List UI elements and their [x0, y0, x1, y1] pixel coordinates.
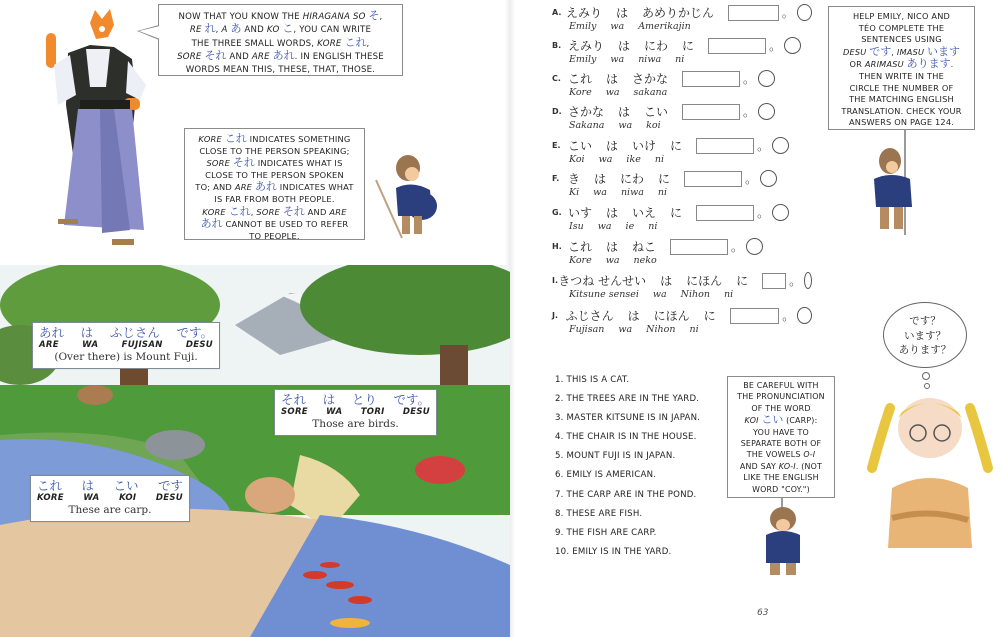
exercise-label: B.	[552, 41, 562, 50]
romaji-word: ni	[657, 187, 668, 198]
text-line: THE PRONUNCIATION	[737, 392, 825, 402]
text-line: KORE これ INDICATES SOMETHING	[198, 132, 351, 145]
answer-number-circle[interactable]	[760, 170, 777, 187]
japanese-word: は	[594, 172, 607, 186]
bubble-english: Those are birds.	[312, 418, 399, 430]
romaji-line	[552, 87, 812, 99]
bubble-english: (Over there) is Mount Fuji.	[54, 351, 198, 363]
romaji-word: wa	[605, 255, 620, 266]
answer-number-circle[interactable]	[797, 307, 812, 324]
japanese-word: にほん	[686, 274, 723, 288]
romaji-word: Isu	[569, 221, 584, 232]
answer-blank-box[interactable]	[762, 273, 786, 289]
exercise-label: E.	[552, 141, 561, 150]
romaji-line	[552, 54, 812, 66]
text-line: WORDS MEAN THIS, THESE, THAT, THOSE.	[185, 64, 376, 75]
text-line: YOU HAVE TO	[753, 427, 809, 437]
text-line: IS FAR FROM BOTH PEOPLE.	[214, 193, 335, 204]
text-line: NOW THAT YOU KNOW THE HIRAGANA SO そ,	[178, 9, 383, 22]
romaji-word: ike	[626, 154, 641, 165]
pronunciation-text	[729, 380, 833, 495]
answer-number-circle[interactable]	[784, 37, 801, 54]
bubble-japanese-row: それ は とり です。	[281, 392, 430, 407]
text-line: THE VOWELS O-I	[746, 450, 816, 460]
text-line: TRANSLATION. CHECK YOUR	[841, 105, 962, 116]
text-line: HELP EMILY, NICO AND	[852, 11, 951, 21]
translation-item: 7. THE CARP ARE IN THE POND.	[555, 489, 697, 500]
romaji-word: Kitsune sensei	[569, 289, 639, 300]
translation-item: 3. MASTER KITSUNE IS IN JAPAN.	[555, 413, 701, 424]
period-mark: 。	[769, 39, 782, 53]
romaji-word: Emily	[569, 54, 597, 65]
romaji-word: wa	[605, 87, 620, 98]
text-line: ANSWERS ON PAGE 124.	[848, 117, 955, 128]
romaji-word: Emily	[569, 21, 597, 32]
bubble-japanese-row: あれ は ふじさん です。	[39, 325, 213, 340]
exercise-item	[552, 170, 812, 199]
japanese-word: に	[703, 309, 716, 323]
text-line: LIKE THE ENGLISH	[743, 473, 819, 483]
japanese-word: は	[618, 39, 631, 53]
romaji-word: wa	[618, 120, 633, 131]
romaji-line	[552, 255, 812, 267]
romaji-word: ni	[675, 54, 685, 65]
speech-bubble-carp	[30, 475, 190, 522]
period-mark: 。	[743, 72, 756, 86]
thought-line-imasu: います？	[904, 329, 946, 342]
answer-blank-box[interactable]	[696, 205, 754, 221]
answer-number-circle[interactable]	[797, 4, 812, 21]
japanese-word: さかな	[632, 72, 669, 86]
romaji-word: ni	[654, 154, 664, 165]
exercise-item	[552, 4, 812, 33]
nico-crouching-illustration	[758, 505, 808, 577]
exercise-label: D.	[552, 107, 562, 116]
romaji-word: wa	[652, 289, 667, 300]
intro-text-box	[158, 4, 403, 76]
text-line: DESU です, IMASU います	[843, 44, 960, 58]
text-line: SORE それ AND ARE あれ. IN ENGLISH THESE	[177, 49, 384, 63]
romaji-word: wa	[618, 324, 633, 335]
japanese-word: に	[682, 39, 695, 53]
thought-line-arimasu: あります？	[898, 344, 952, 356]
text-line: KORE これ, SORE それ AND ARE	[202, 204, 347, 218]
exercise-item	[552, 137, 812, 166]
thought-bubble-dot	[922, 372, 930, 380]
japanese-word: は	[627, 309, 640, 323]
answer-blank-box[interactable]	[730, 308, 780, 324]
romaji-line	[552, 221, 812, 233]
romaji-word: neko	[633, 255, 657, 266]
japanese-word: さかな	[568, 105, 605, 119]
japanese-word: は	[606, 139, 619, 153]
japanese-word: これ	[568, 240, 593, 254]
japanese-word: きつね せんせい	[558, 274, 647, 288]
japanese-word: いけ	[632, 139, 657, 153]
japanese-word: ねこ	[632, 240, 657, 254]
text-line: THE THREE SMALL WORDS, KORE これ,	[191, 35, 370, 49]
romaji-word: Nihon	[680, 289, 710, 300]
japanese-word: えみり	[568, 39, 605, 53]
speech-bubble-fuji	[32, 322, 220, 369]
exercise-item	[552, 307, 812, 336]
english-translations-list	[555, 371, 700, 562]
romaji-word: sakana	[633, 87, 668, 98]
instructions-text-box	[828, 6, 975, 130]
romaji-line	[552, 187, 812, 199]
answer-number-circle[interactable]	[746, 238, 763, 255]
text-line: TÉO COMPLETE THE	[858, 22, 945, 33]
period-mark: 。	[757, 206, 770, 220]
exercise-item	[552, 37, 812, 66]
japanese-word: あめりかじん	[642, 6, 715, 20]
romaji-word: Nihon	[646, 324, 676, 335]
romaji-word: wa	[593, 187, 607, 198]
text-line: AND SAY KO-I. (NOT	[739, 461, 823, 471]
page-number: 63	[757, 608, 769, 618]
text-line: TO; AND ARE あれ INDICATES WHAT	[195, 180, 354, 194]
romaji-word: wa	[610, 21, 625, 32]
exercise-label: H.	[552, 242, 562, 251]
japanese-word: にわ	[620, 172, 645, 186]
japanese-word: これ	[568, 72, 593, 86]
answer-number-circle[interactable]	[758, 103, 775, 120]
thought-bubble	[883, 302, 967, 368]
teo-character-illustration	[862, 145, 922, 237]
japanese-word: に	[736, 274, 749, 288]
period-mark: 。	[743, 105, 756, 119]
japanese-word: こい	[644, 105, 669, 119]
exercise-label: C.	[552, 74, 561, 83]
text-line: OF THE WORD	[751, 403, 811, 413]
answer-blank-box[interactable]	[696, 138, 754, 154]
romaji-word: niwa	[638, 54, 662, 65]
text-line: BE CAREFUL WITH	[743, 381, 819, 390]
romaji-line	[552, 154, 812, 166]
translation-item: 1. THIS IS A CAT.	[555, 375, 630, 385]
answer-number-circle[interactable]	[758, 70, 775, 87]
text-line: THEN WRITE IN THE	[859, 70, 944, 81]
exercise-label: A.	[552, 8, 562, 17]
text-line: SEPARATE BOTH OF	[740, 439, 822, 449]
text-line: CIRCLE THE NUMBER OF	[849, 82, 954, 93]
period-mark: 。	[731, 240, 744, 254]
explanation-text	[187, 133, 362, 242]
text-line: THE MATCHING ENGLISH	[849, 94, 954, 105]
text-line: RE れ, A あ AND KO こ, YOU CAN WRITE	[189, 22, 372, 36]
romaji-word: Fujisan	[569, 324, 605, 335]
text-line: TO PEOPLE.	[249, 230, 300, 241]
japanese-word: き	[568, 172, 581, 186]
translation-item: 8. THESE ARE FISH.	[555, 508, 643, 519]
romaji-word: Koi	[569, 154, 585, 165]
japanese-word: は	[660, 274, 673, 288]
japanese-word: は	[606, 240, 619, 254]
text-line: あれ CANNOT BE USED TO REFER	[200, 217, 349, 231]
translation-item: 4. THE CHAIR IS IN THE HOUSE.	[555, 432, 697, 443]
japanese-word: に	[670, 139, 683, 153]
period-mark: 。	[757, 139, 770, 153]
romaji-word: ie	[625, 221, 635, 232]
answer-blank-box[interactable]	[684, 171, 742, 187]
romaji-word: wa	[597, 221, 612, 232]
romaji-word: Sakana	[569, 120, 605, 131]
japanese-word: にわ	[644, 39, 669, 53]
exercise-item	[552, 70, 812, 99]
translation-item: 10. EMILY IS IN THE YARD.	[555, 546, 672, 557]
answer-number-circle[interactable]	[772, 204, 789, 221]
bubble-japanese-row: これ は こい です	[37, 478, 183, 493]
answer-number-circle[interactable]	[804, 272, 812, 289]
text-line: CLOSE TO THE PERSON SPOKEN	[205, 169, 344, 180]
japanese-word: にほん	[653, 309, 690, 323]
japanese-word: いえ	[632, 206, 657, 220]
bubble-romaji-row: ARE WA FUJISAN DESU	[39, 340, 213, 350]
text-line: KOI こい (CARP):	[744, 413, 818, 427]
japanese-word: いす	[568, 206, 593, 220]
exercise-label: I.	[552, 276, 559, 285]
romaji-word: Kore	[569, 255, 592, 266]
romaji-line	[552, 21, 812, 33]
japanese-word: えみり	[565, 6, 602, 20]
text-line: SENTENCES USING	[861, 34, 942, 45]
translation-item: 6. EMILY IS AMERICAN.	[555, 470, 657, 481]
answer-blank-box[interactable]	[682, 104, 740, 120]
romaji-word: koi	[646, 120, 661, 131]
answer-blank-box[interactable]	[708, 38, 766, 54]
period-mark: 。	[781, 6, 794, 20]
exercise-label: J.	[552, 311, 559, 320]
exercise-label: G.	[552, 208, 562, 217]
romaji-line	[552, 324, 812, 336]
answer-number-circle[interactable]	[772, 137, 789, 154]
translation-item: 2. THE TREES ARE IN THE YARD.	[555, 394, 700, 405]
nico-character-illustration	[372, 150, 444, 242]
romaji-word: ni	[723, 289, 734, 300]
translation-item: 9. THE FISH ARE CARP.	[555, 527, 657, 538]
exercise-item	[552, 238, 812, 267]
garden-scene-art	[0, 265, 510, 637]
period-mark: 。	[745, 172, 758, 186]
fox-sensei-illustration	[40, 5, 160, 255]
exercise-label: F.	[552, 174, 560, 183]
emily-character-illustration	[862, 388, 1000, 558]
romaji-word: Ki	[569, 187, 580, 198]
romaji-word: wa	[598, 154, 613, 165]
text-line: CLOSE TO THE PERSON SPEAKING;	[199, 145, 350, 156]
period-mark: 。	[782, 309, 795, 323]
romaji-word: ni	[648, 221, 658, 232]
romaji-line	[552, 120, 812, 132]
speech-bubble-birds	[274, 389, 437, 436]
japanese-word: に	[670, 206, 683, 220]
romaji-word: Amerikajin	[638, 21, 691, 32]
japanese-word: こい	[568, 139, 593, 153]
intro-text	[163, 10, 398, 76]
bubble-english: These are carp.	[68, 504, 152, 516]
bubble-romaji-row: SORE WA TORI DESU	[281, 407, 430, 417]
romaji-word: Kore	[569, 87, 592, 98]
pronunciation-note-box	[727, 376, 835, 498]
romaji-word: ni	[689, 324, 699, 335]
japanese-word: は	[618, 105, 631, 119]
text-line: SORE それ INDICATES WHAT IS	[206, 156, 343, 170]
text-line: WORD "COY.")	[752, 484, 810, 494]
japanese-word: は	[606, 72, 619, 86]
japanese-word: は	[606, 206, 619, 220]
garden-scene-illustration	[0, 265, 510, 637]
exercise-item	[552, 204, 812, 233]
exercise-item	[552, 272, 812, 301]
translation-item: 5. MOUNT FUJI IS IN JAPAN.	[555, 451, 676, 462]
period-mark: 。	[789, 274, 802, 288]
bubble-romaji-row: KORE WA KOI DESU	[37, 493, 183, 503]
text-line: OR ARIMASU あります.	[849, 57, 954, 71]
japanese-word: ふじさん	[565, 309, 614, 323]
answer-blank-box[interactable]	[728, 5, 779, 21]
exercise-item	[552, 103, 812, 132]
romaji-line	[552, 289, 812, 301]
japanese-word: は	[615, 6, 628, 20]
answer-blank-box[interactable]	[682, 71, 740, 87]
romaji-word: niwa	[620, 187, 644, 198]
thought-line-desu: です？	[909, 315, 941, 327]
explanation-text-box	[184, 128, 365, 240]
answer-blank-box[interactable]	[670, 239, 728, 255]
instructions-text	[831, 11, 972, 129]
japanese-word: に	[658, 172, 671, 186]
romaji-word: wa	[610, 54, 625, 65]
